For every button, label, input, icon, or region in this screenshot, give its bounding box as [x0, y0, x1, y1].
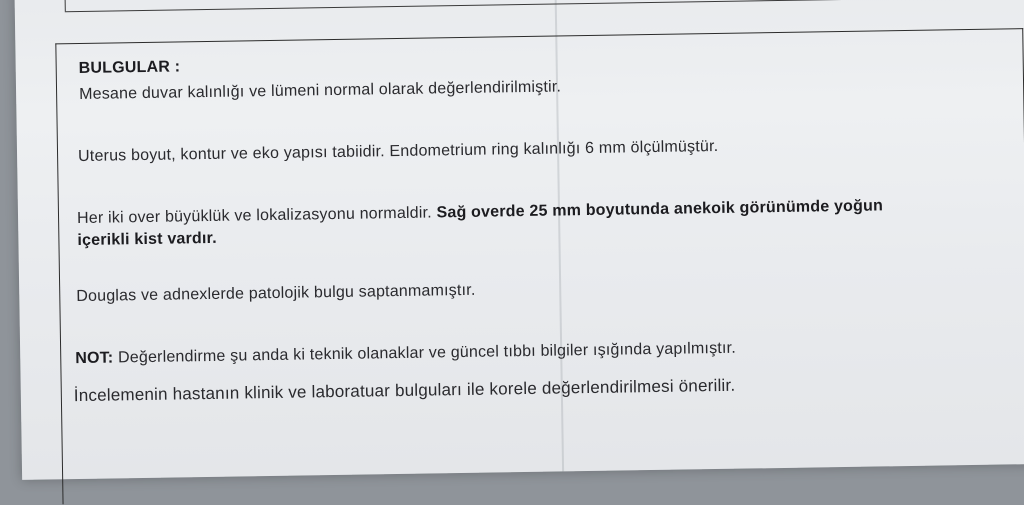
finding-uterus: Uterus boyut, kontur ve eko yapısı tabiidir. Endometrium ring kalınlığı 6 mm ölçülmüştür. [77, 137, 719, 166]
finding-ovaries-normal: Her iki over büyüklük ve lokalizasyonu normaldir. [76, 204, 433, 228]
finding-ovaries [77, 197, 883, 228]
note-line-2: İncelemenin hastanın klinik ve laboratuar bulguları ile korele değerlendirilmesi önerilir. [73, 375, 736, 406]
finding-douglas: Douglas ve adnexlerde patolojik bulgu saptanmamıştır. [76, 281, 476, 306]
note-line-1 [75, 340, 736, 368]
section-heading: BULGULAR : [78, 58, 181, 77]
top-rule [65, 0, 1024, 12]
finding-ovaries-cyst: Sağ overde 25 mm boyutunda anekoik görünümde yoğun [436, 197, 884, 222]
finding-bladder: Mesane duvar kalınlığı ve lümeni normal olarak değerlendirilmiştir. [78, 78, 562, 103]
note-label: NOT: [75, 349, 114, 368]
note-text-1: Değerlendirme şu anda ki teknik olanaklar ve güncel tıbbı bilgiler ışığında yapılmıştır. [117, 339, 737, 367]
finding-ovaries-cyst-cont: içerikli kist vardır. [77, 229, 217, 250]
report-sheet [14, 0, 1024, 480]
top-box-border [64, 0, 66, 11]
findings-box [55, 28, 1024, 504]
